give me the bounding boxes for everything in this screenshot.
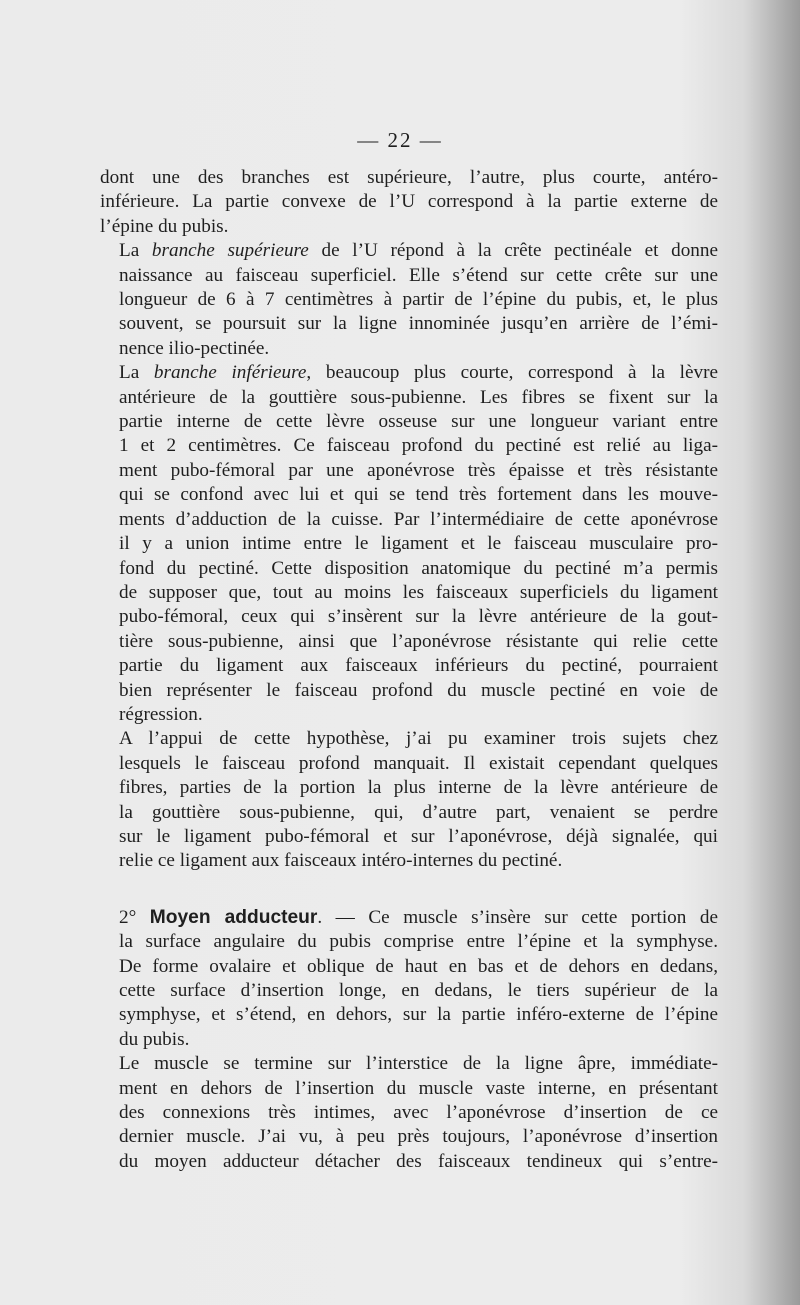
section-heading: Moyen adducteur: [149, 906, 318, 928]
text-line: longueur de 6 à 7 centimètres à partir de l’épine du pubis, et, le plus: [119, 289, 718, 311]
text-line: des connexions très intimes, avec l’aponévrose d’insertion de ce: [119, 1102, 718, 1124]
body-text: [100, 166, 718, 1174]
text-line: la gouttière sous-pubienne, qui, d’autre part, venaient se perdre: [119, 801, 718, 823]
text-line: naissance au faisceau superficiel. Elle s’étend sur cette crête sur une: [119, 264, 718, 286]
text-line: La branche inférieure, beaucoup plus courte, correspond à la lèvre: [119, 362, 718, 384]
text-line: relie ce ligament aux faisceaux intéro-internes du pectiné.: [119, 850, 563, 872]
text-line: 1 et 2 centimètres. Ce faisceau profond du pectiné est relié au liga-: [119, 435, 718, 457]
text-line: symphyse, et s’étend, en dehors, sur la partie inféro-externe de l’épine: [119, 1004, 718, 1026]
text-line: A l’appui de cette hypothèse, j’ai pu examiner trois sujets chez: [119, 728, 718, 750]
text-line: pubo-fémoral, ceux qui s’insèrent sur la lèvre antérieure de la gout-: [119, 606, 718, 628]
text-line: 2° Moyen adducteur. — Ce muscle s’insère sur cette portion de: [119, 906, 718, 928]
text-line: fond du pectiné. Cette disposition anatomique du pectiné m’a permis: [119, 557, 718, 579]
text-line: partie interne de cette lèvre osseuse sur une longueur variant entre: [119, 411, 718, 433]
paragraph-5: [100, 906, 718, 1052]
text-line: la surface angulaire du pubis comprise entre l’épine et la symphyse.: [119, 931, 718, 953]
paragraph-4: [100, 727, 718, 873]
text-line: lesquels le faisceau profond manquait. Il existait cependant quelques: [119, 752, 718, 774]
text-line: cette surface d’insertion longe, en dedans, le tiers supérieur de la: [119, 980, 718, 1001]
text-line: l’épine du pubis.: [100, 215, 229, 237]
text-line: de supposer que, tout au moins les faisceaux superficiels du ligament: [119, 581, 718, 603]
section-number: 2°: [119, 906, 137, 928]
text-line: inférieure. La partie convexe de l’U correspond à la partie externe de: [100, 191, 718, 213]
text-line: ments d’adduction de la cuisse. Par l’intermédiaire de cette aponévrose: [119, 508, 718, 530]
text-line: souvent, se poursuit sur la ligne innominée jusqu’en arrière de l’émi-: [119, 313, 718, 335]
text-line: bien représenter le faisceau profond du muscle pectiné en voie de: [119, 679, 718, 701]
text-line: dernier muscle. J’ai vu, à peu près toujours, l’aponévrose d’insertion: [119, 1126, 718, 1148]
text-line: tière sous-pubienne, ainsi que l’aponévrose résistante qui relie cette: [119, 630, 718, 652]
italic-term: branche supérieure: [151, 240, 309, 262]
text-line: régression.: [119, 703, 203, 725]
page-number: — 22 —: [357, 128, 443, 152]
text-line: De forme ovalaire et oblique de haut en bas et de dehors en dedans,: [119, 955, 718, 977]
text-line: partie du ligament aux faisceaux inférieurs du pectiné, pourraient: [119, 655, 718, 677]
text-line: fibres, parties de la portion la plus interne de la lèvre antérieure de: [119, 777, 718, 799]
text-line: sur le ligament pubo-fémoral et sur l’aponévrose, déjà signalée, qui: [119, 825, 718, 847]
text-line: nence ilio-pectinée.: [119, 337, 270, 359]
italic-term: branche inférieure: [153, 362, 307, 384]
paragraph-3: [100, 361, 718, 727]
text-line: qui se confond avec lui et qui se tend très fortement dans les mouve-: [119, 484, 718, 506]
paragraph-1: [100, 166, 718, 239]
paragraph-6: [100, 1052, 718, 1174]
text-line: ment pubo-fémoral par une aponévrose très épaisse et très résistante: [119, 459, 718, 481]
text-line: Le muscle se termine sur l’interstice de la ligne âpre, immédiate-: [119, 1053, 718, 1075]
text-line: La branche supérieure de l’U répond à la crête pectinéale et donne: [119, 240, 718, 262]
text-line: antérieure de la gouttière sous-pubienne. Les fibres se fixent sur la: [119, 386, 718, 408]
text-line: du pubis.: [119, 1028, 190, 1050]
text-line: du moyen adducteur détacher des faisceaux tendineux qui s’entre-: [119, 1150, 718, 1172]
text-line: il y a union intime entre le ligament et le faisceau musculaire pro-: [119, 533, 718, 555]
paragraph-2: [100, 239, 718, 361]
text-line: dont une des branches est supérieure, l’autre, plus courte, antéro-: [100, 167, 718, 188]
text-line: ment en dehors de l’insertion du muscle vaste interne, en présentant: [119, 1077, 718, 1099]
